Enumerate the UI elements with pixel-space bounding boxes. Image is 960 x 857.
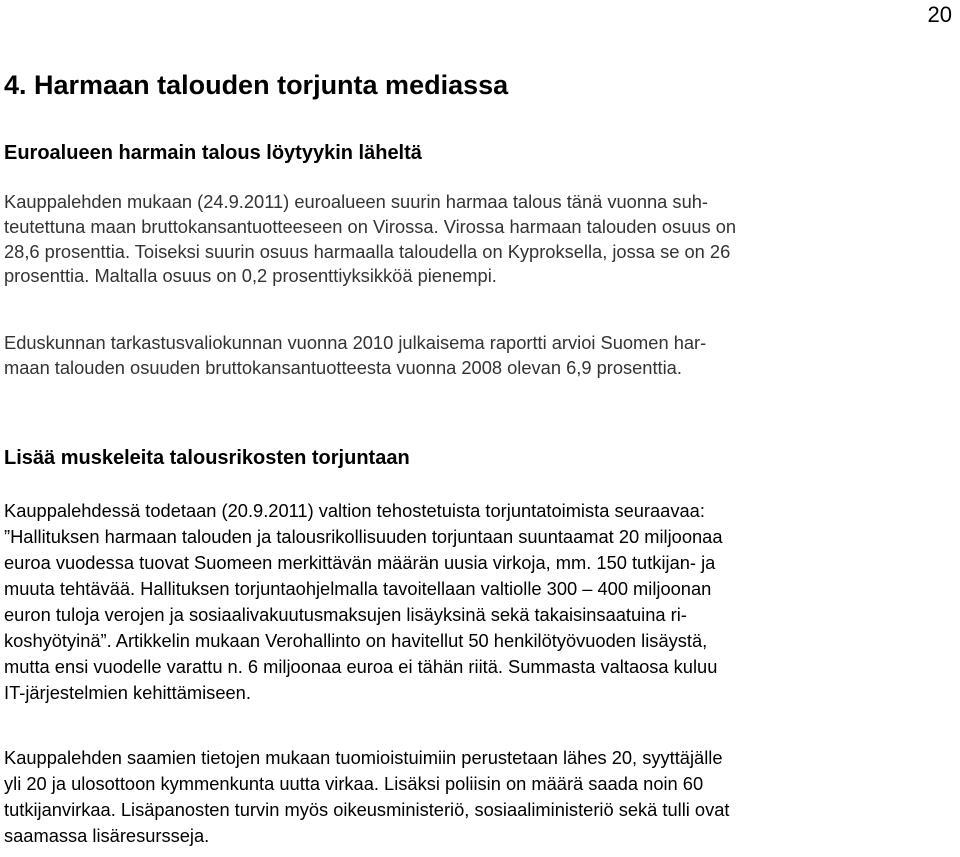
chapter-heading: 4. Harmaan talouden torjunta mediassa	[4, 70, 509, 100]
paragraph-torjuntatoimet	[4, 498, 934, 706]
paragraph-line: maan talouden osuuden bruttokansantuotteesta vuonna 2008 olevan 6,9 prosenttia.	[4, 356, 682, 378]
paragraph-line: euron tuloja verojen ja sosiaalivakuutusmaksujen lisäyksinä sekä takaisinsaatuina ri-	[4, 604, 687, 625]
page-number: 20	[927, 2, 952, 27]
paragraph-line: Eduskunnan tarkastusvaliokunnan vuonna 2010 julkaisema raportti arvioi Suomen har-	[4, 332, 707, 353]
paragraph-line: ”Hallituksen harmaan talouden ja talousrikollisuuden torjuntaan suuntaamat 20 miljoonaa	[4, 526, 723, 547]
paragraph-line: yli 20 ja ulosottoon kymmenkunta uutta virkaa. Lisäksi poliisin on määrä saada noin 60	[4, 773, 704, 794]
section-title-euroalue: Euroalueen harmain talous löytyykin läheltä	[4, 142, 422, 164]
paragraph-tarkastusvaliokunta	[4, 331, 934, 381]
paragraph-line: koshyötyinä”. Artikkelin mukaan Verohallinto on havitellut 50 henkilötyövuoden lisäystä,	[4, 630, 708, 651]
paragraph-line: teutettuna maan bruttokansantuotteeseen on Virossa. Virossa harmaan talouden osuus on	[4, 215, 737, 237]
paragraph-line: Kauppalehden mukaan (24.9.2011) euroalueen suurin harmaa talous tänä vuonna suh-	[4, 191, 708, 212]
paragraph-line: Kauppalehdessä todetaan (20.9.2011) valtion tehostetuista torjuntatoimista seuraavaa:	[4, 500, 705, 521]
paragraph-line: prosenttia. Maltalla osuus on 0,2 prosenttiyksikköä pienempi.	[4, 265, 497, 287]
paragraph-line: saamassa lisäresursseja.	[4, 825, 210, 846]
paragraph-line: 28,6 prosenttia. Toiseksi suurin osuus harmaalla taloudella on Kyproksella, jossa se on 26	[4, 240, 731, 262]
paragraph-line: mutta ensi vuodelle varattu n. 6 miljoonaa euroa ei tähän riitä. Summasta valtaosa kuluu	[4, 656, 718, 677]
section-title-muskeleita: Lisää muskeleita talousrikosten torjuntaan	[4, 447, 410, 469]
paragraph-line: muuta tehtävää. Hallituksen torjuntaohjelmalla tavoitellaan valtiolle 300 – 400 miljoonan	[4, 578, 712, 599]
paragraph-line: euroa vuodessa tuovat Suomeen merkittävän määrän uusia virkoja, mm. 150 tutkijan- ja	[4, 552, 716, 573]
paragraph-line: tutkijanvirkaa. Lisäpanosten turvin myös oikeusministeriö, sosiaaliministeriö sekä tulli ovat	[4, 799, 730, 820]
paragraph-line: Kauppalehden saamien tietojen mukaan tuomioistuimiin perustetaan lähes 20, syyttäjälle	[4, 747, 723, 768]
paragraph-line: IT-järjestelmien kehittämiseen.	[4, 682, 251, 703]
paragraph-virkojen-lisays	[4, 745, 934, 849]
paragraph-kauppalehti-harmaa-talous	[4, 190, 934, 289]
